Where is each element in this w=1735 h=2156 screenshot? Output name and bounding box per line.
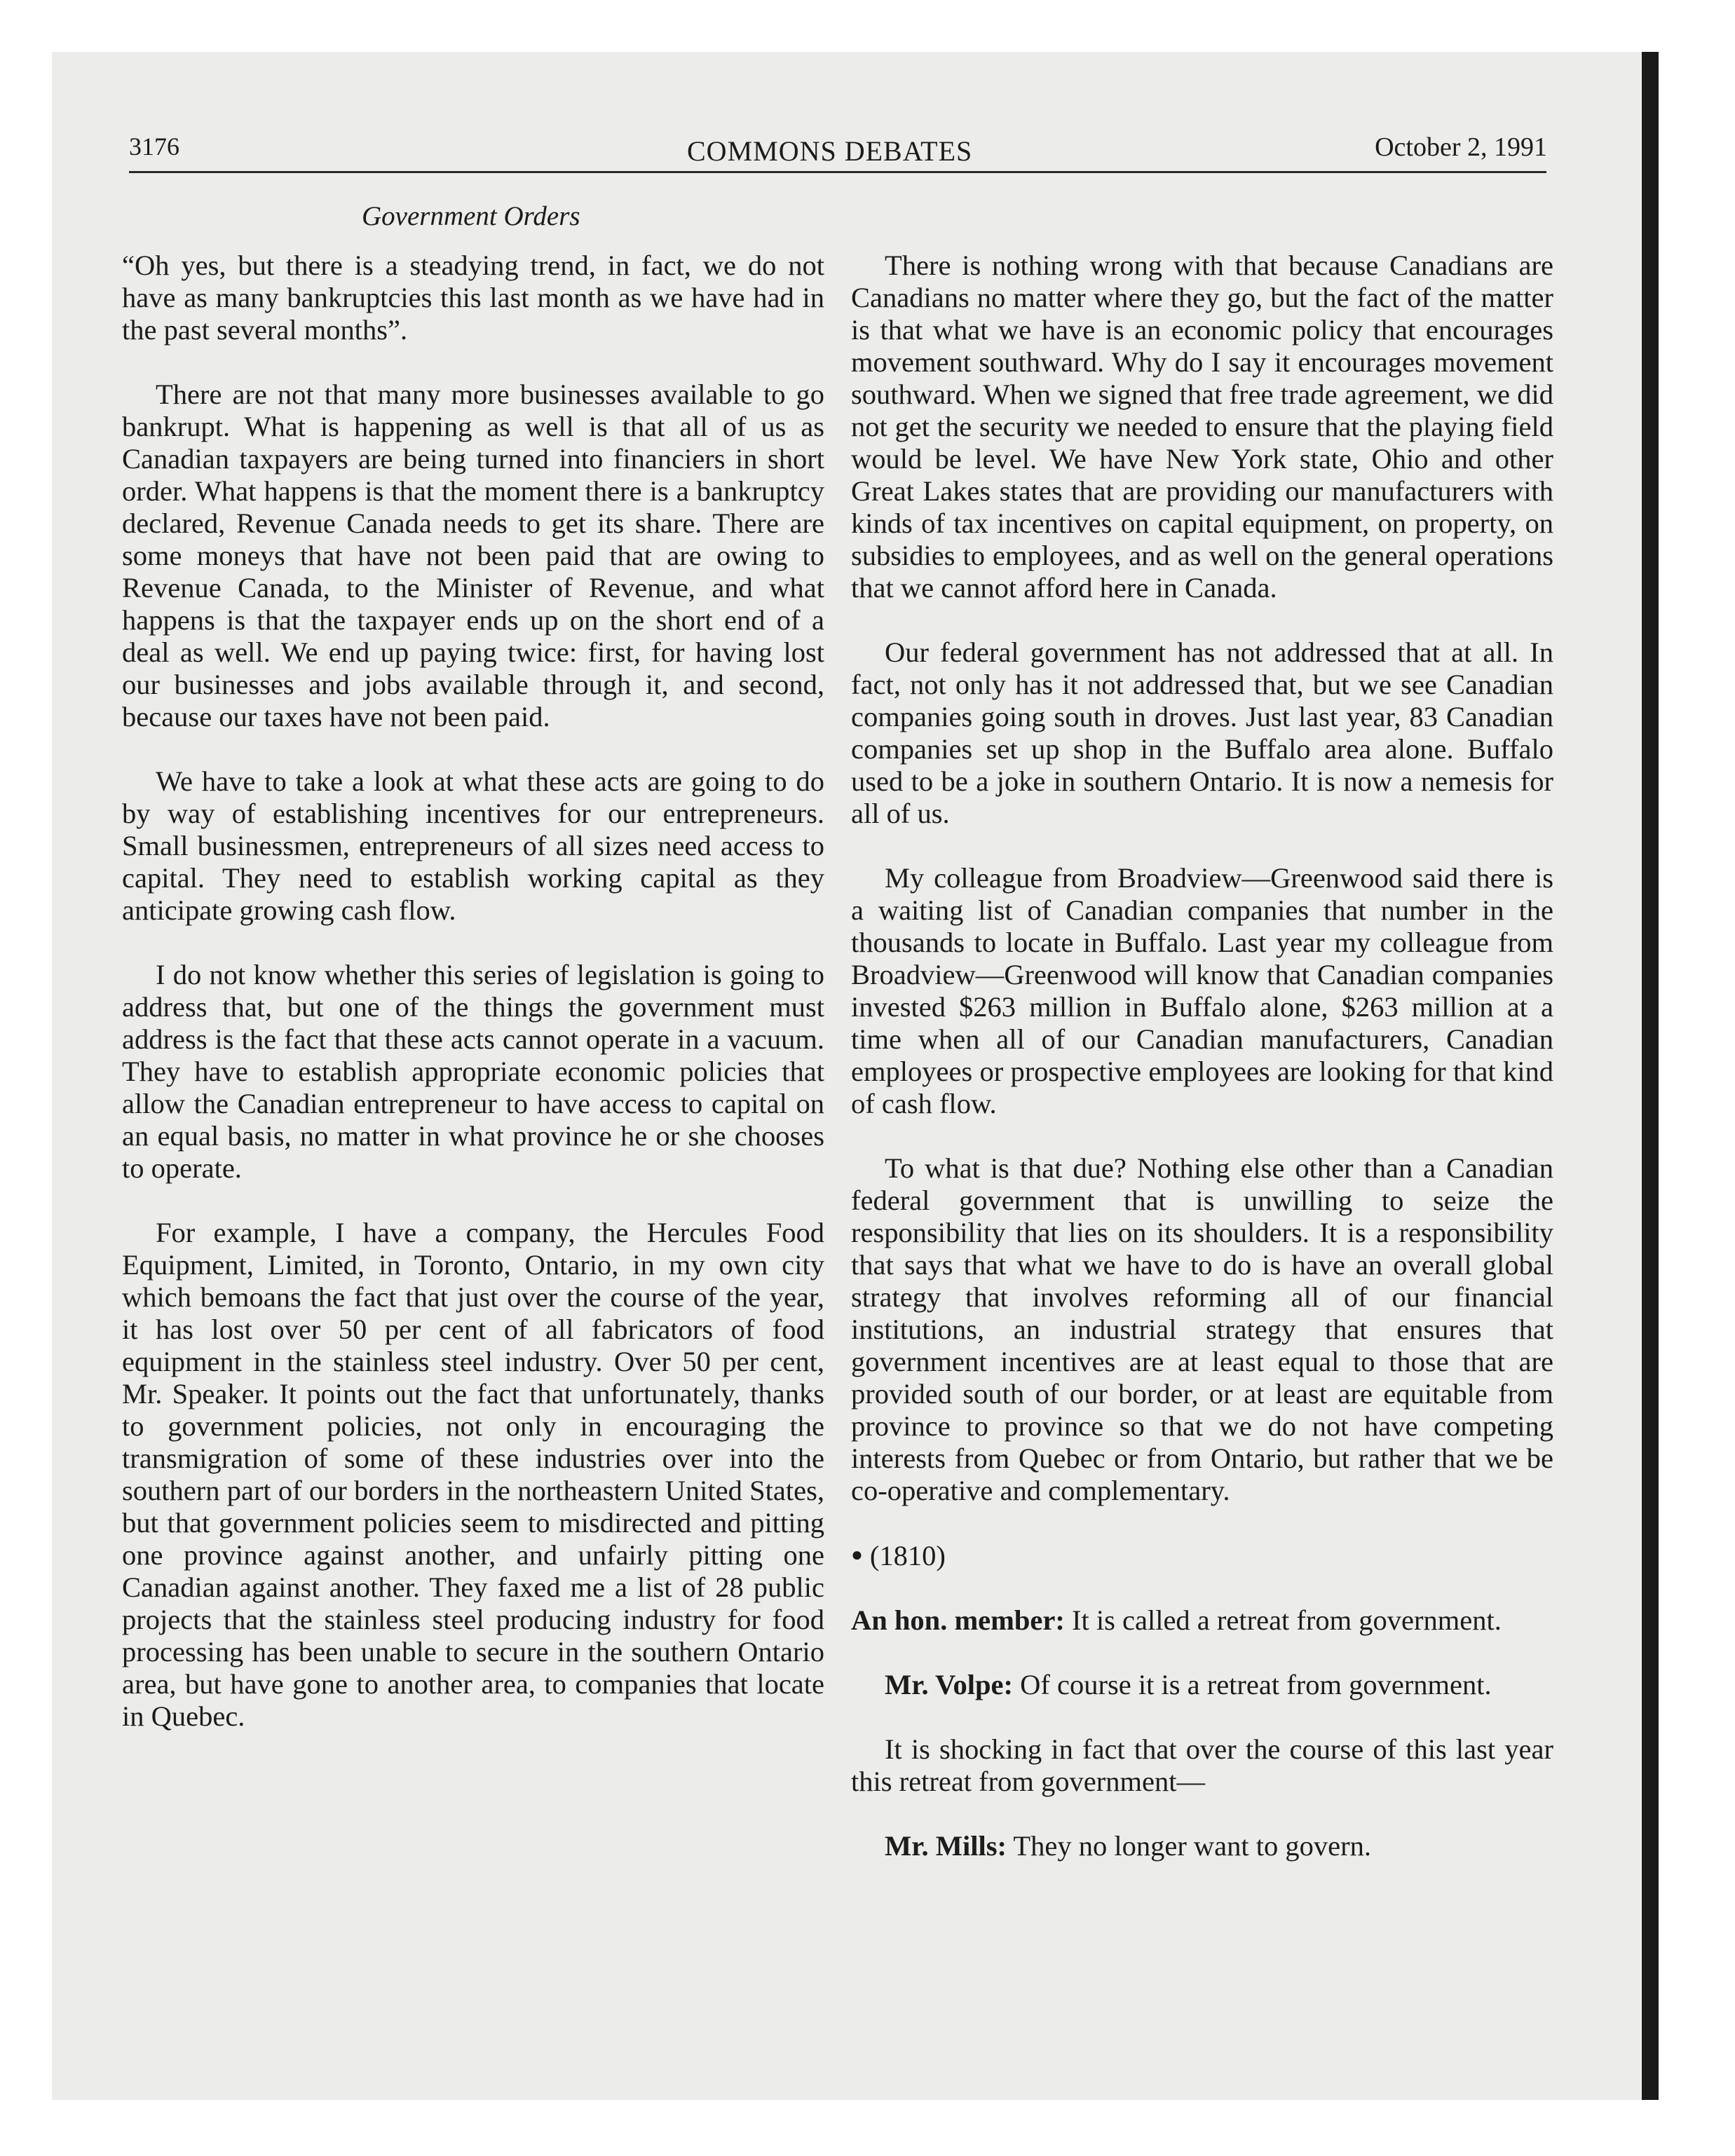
paragraph: There are not that many more businesses available to go bankrupt. What is happening as well is that all of us as Canadian taxpayers are being turned into financiers in short order. What happens is that the moment there is a bankruptcy declared, Revenue Canada needs to get its share. There are some moneys that have not been paid that are owing to Revenue Canada, to the Minister of Revenue, and what happens is that the taxpayer ends up on the short end of a deal as well. We end up paying twice: first, for having lost our businesses and jobs available through it, and second, because our taxes have not been paid. (122, 378, 824, 732)
paragraph: To what is that due? Nothing else other than a Canadian federal government that is unwilling to seize the responsibility that lies on its shoulders. It is a responsibility that says that what we have to do is have an overall global strategy that involves reforming all of our financial institutions, an industrial strategy that ensures that government incentives are at least equal to those that are provided south of our border, or at least are equitable from province to province so that we do not have competing interests from Quebec or from Ontario, but rather that we be co-operative and complementary. (851, 1152, 1553, 1506)
speaker-name: Mr. Volpe: (885, 1669, 1014, 1700)
bullet-icon: ● (851, 1544, 863, 1566)
publication-date: October 2, 1991 (1375, 132, 1547, 162)
paragraph: For example, I have a company, the Hercules Food Equipment, Limited, in Toronto, Ontario, in my own city which bemoans the fact that just over the course of the year, it has lost over 50 per cent of all fabricators of food equipment in the stainless steel industry. Over 50 per cent, Mr. Speaker. It points out the fact that unfortunately, thanks to government policies, not only in encouraging the transmigration of some of these industries over into the southern part of our borders in the northeastern United States, but that government policies seem to misdirected and pitting one province against another, and unfairly pitting one Canadian against another. They faxed me a list of 28 public projects that the stainless steel producing industry for food processing has been unable to secure in the southern Ontario area, but have gone to another area, to companies that locate in Quebec. (122, 1217, 824, 1732)
paragraph: I do not know whether this series of legislation is going to address that, but one of the things the government must address is the fact that these acts cannot operate in a vacuum. They have to establish appropriate economic policies that allow the Canadian entrepreneur to have access to capital on an equal basis, no matter in what province he or she chooses to operate. (122, 959, 824, 1184)
speech-line (851, 1604, 1553, 1637)
paragraph: “Oh yes, but there is a steadying trend, in fact, we do not have as many bankruptcies this last month as we have had in the past several months”. (122, 250, 824, 346)
right-column (851, 250, 1553, 1895)
paragraph: It is shocking in fact that over the course of this last year this retreat from government— (851, 1733, 1553, 1797)
timestamp-text: (1810) (869, 1540, 946, 1571)
paragraph: There is nothing wrong with that because Canadians are Canadians no matter where they go, but the fact of the matter is that what we have is an economic policy that encourages movement southward. Why do I say it encourages movement southward. When we signed that free trade agreement, we did not get the security we needed to ensure that the playing field would be level. We have New York state, Ohio and other Great Lakes states that are providing our manufacturers with kinds of tax incentives on capital equipment, on property, on subsidies to employees, and as well on the general operations that we cannot afford here in Canada. (851, 250, 1553, 603)
speech-text: They no longer want to govern. (1013, 1830, 1371, 1862)
scan-edge-bar (1642, 52, 1659, 2100)
speech-line (851, 1669, 1553, 1701)
publication-title: COMMONS DEBATES (687, 135, 973, 167)
speaker-name: An hon. member: (851, 1604, 1065, 1636)
timestamp (851, 1539, 1553, 1572)
left-column (122, 250, 824, 1765)
speech-text: Of course it is a retreat from government. (1020, 1669, 1492, 1700)
page-number: 3176 (129, 132, 179, 161)
speaker-name: Mr. Mills: (885, 1830, 1007, 1862)
header-rule (129, 171, 1546, 173)
speech-text: It is called a retreat from government. (1071, 1604, 1502, 1636)
paragraph: We have to take a look at what these acts are going to do by way of establishing incentives for our entrepreneurs. Small businessmen, entrepreneurs of all sizes need access to capital. They need to establish working capital as they anticipate growing cash flow. (122, 765, 824, 926)
speech-line (851, 1830, 1553, 1862)
section-title: Government Orders (362, 201, 580, 231)
paragraph: Our federal government has not addressed that at all. In fact, not only has it not addressed that, but we see Canadian companies going south in droves. Just last year, 83 Canadian companies set up shop in the Buffalo area alone. Buffalo used to be a joke in southern Ontario. It is now a nemesis for all of us. (851, 636, 1553, 829)
paragraph: My colleague from Broadview—Greenwood said there is a waiting list of Canadian companies that number in the thousands to locate in Buffalo. Last year my colleague from Broadview—Greenwood will know that Canadian companies invested $263 million in Buffalo alone, $263 million at a time when all of our Canadian manufacturers, Canadian employees or prospective employees are looking for that kind of cash flow. (851, 862, 1553, 1119)
